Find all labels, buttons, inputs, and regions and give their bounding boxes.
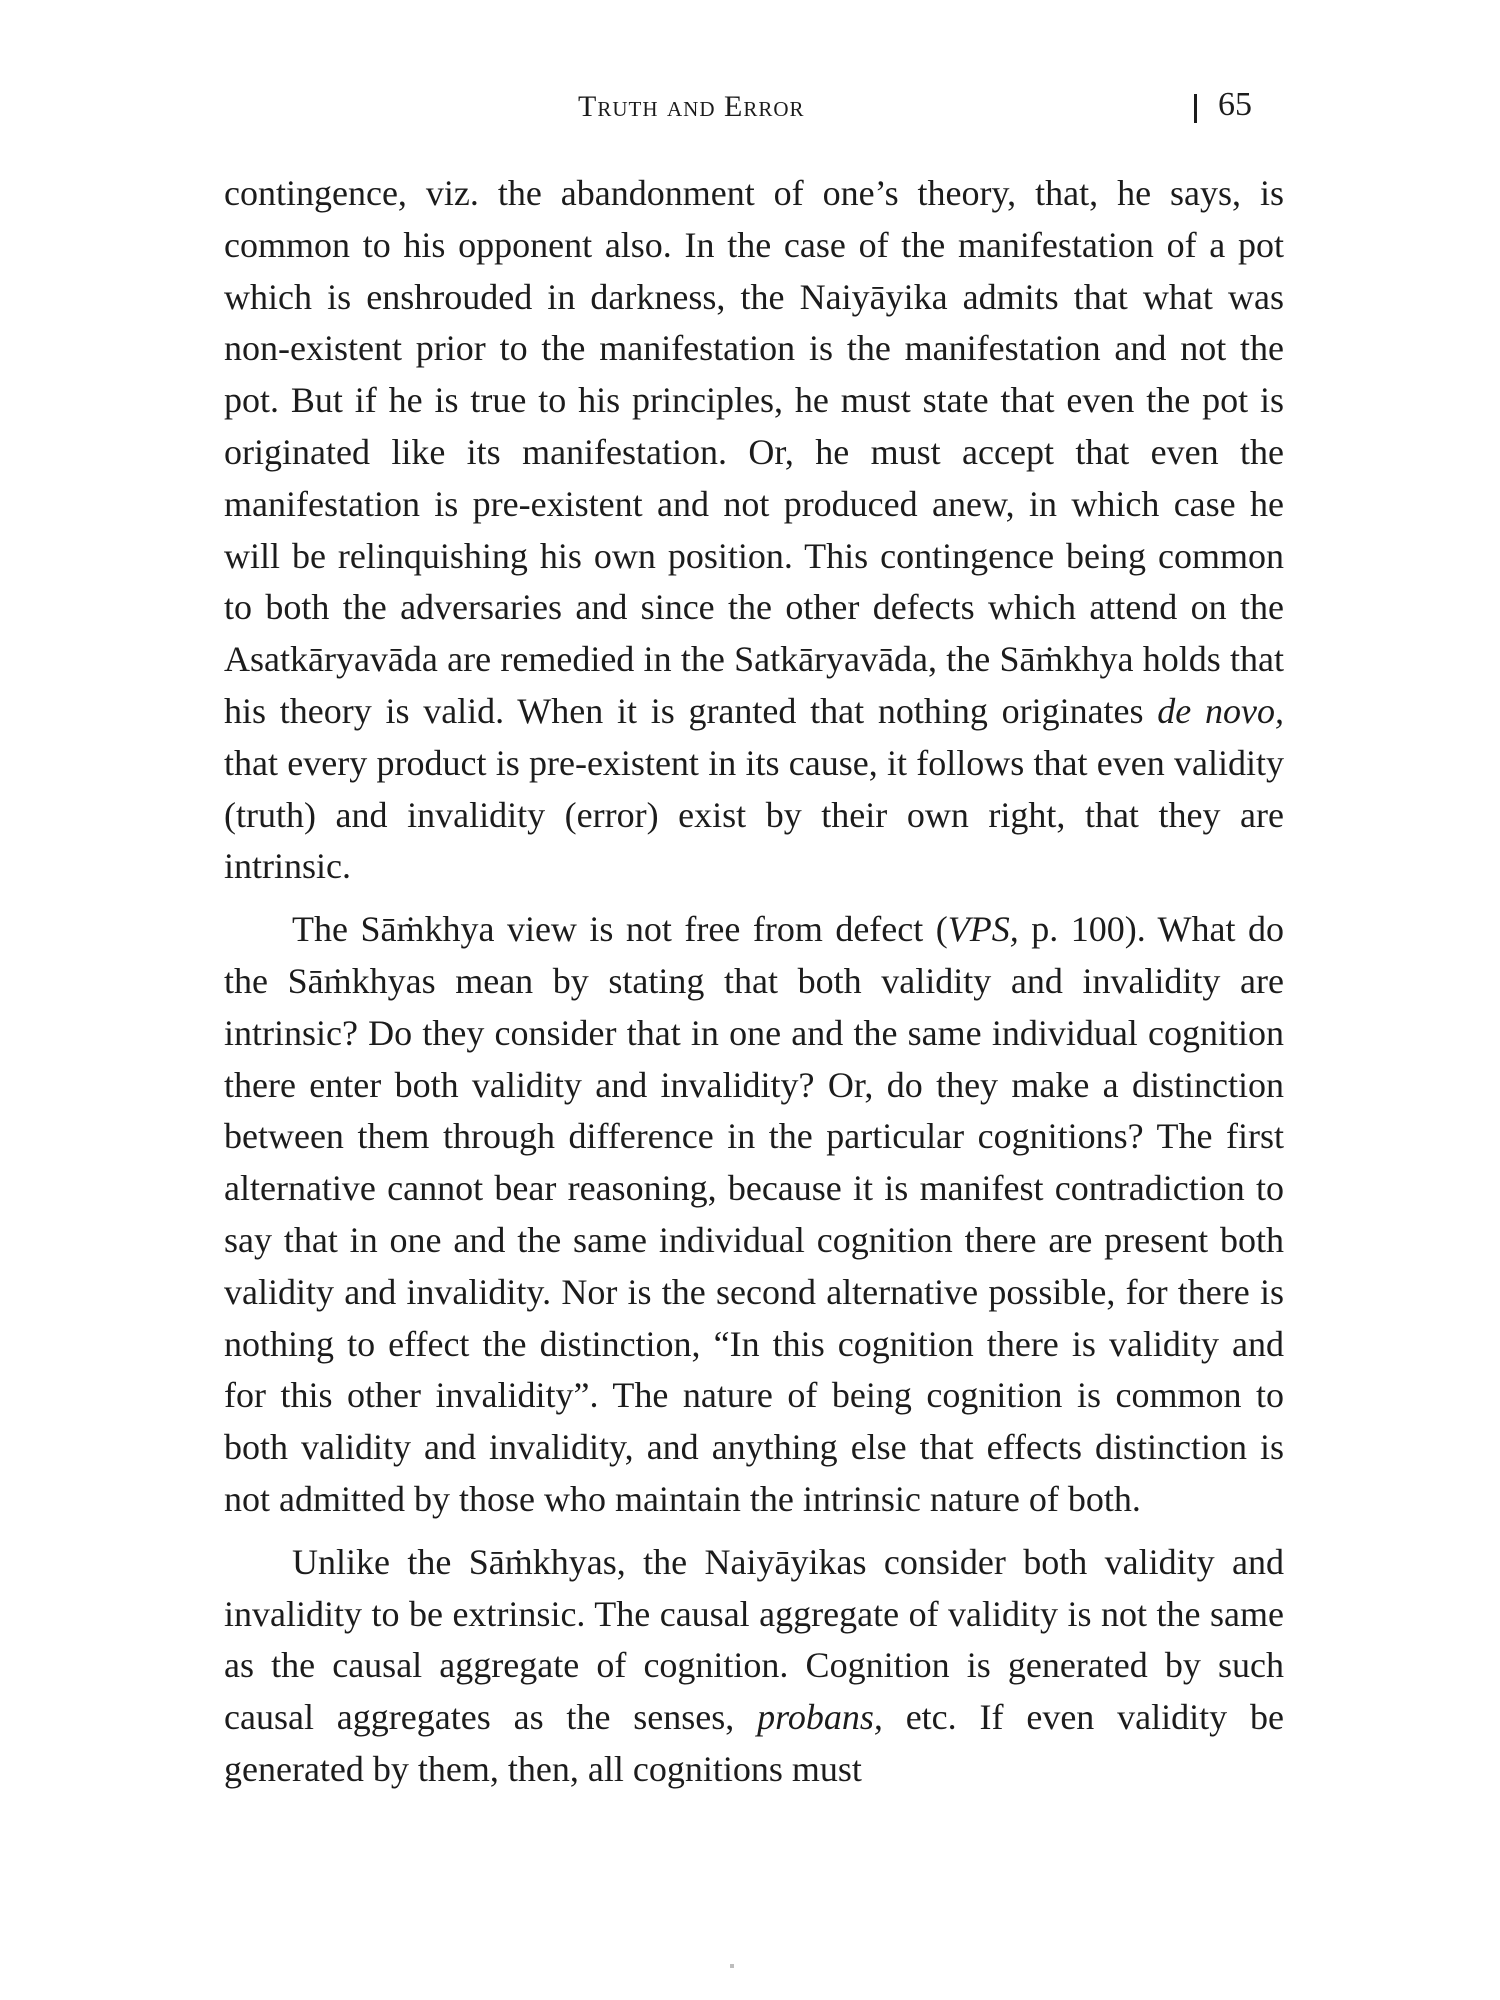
paragraph-3-text: Unlike the Sāṁkhyas, the Naiyāyikas consider both validity and invalidity to be extrinsic. The causal aggregate of validity is not the same as the causal aggregate of cognition. Cognition is generated by such causal aggregates as the senses, (224, 1541, 1284, 1738)
paragraph-3-text-cont: etc. If even validity be generated by them, then, all cognitions must (224, 1697, 1284, 1789)
print-speck (730, 1964, 734, 1968)
paragraph-2 (224, 904, 1284, 1526)
paragraph-2-text-cont: p. 100). What do the Sāṁkhyas mean by stating that both validity and invalidity are intrinsic? Do they consider that in one and the same individual cognition there enter both validity and invalidity? Or, do they make a distinction between them through difference in the particular cognitions? The first alternative cannot bear reasoning, because it is manifest contradiction to say that in one and the same individual cognition there are present both validity and invalidity. Nor is the second alternative possible, for there is nothing to effect the distinction, “In this cognition there is validity and for this other invalidity”. The nature of being cognition is common to both validity and invalidity, and anything else that effects distinction is not admitted by those who maintain the intrinsic nature of both. (224, 909, 1284, 1519)
running-title: Truth and Error (578, 90, 805, 123)
paragraph-2-italic: VPS, (947, 909, 1019, 950)
paragraph-1 (224, 168, 1284, 893)
paragraph-3 (224, 1537, 1284, 1796)
header-divider (1194, 94, 1197, 123)
paragraph-1-italic: de novo, (1157, 690, 1284, 731)
page-header (0, 86, 1500, 130)
body-text (224, 168, 1284, 1796)
paragraph-1-text-cont: that every product is pre-existent in its cause, it follows that even validity (truth) and invalidity (error) exist by their own right, that they are intrinsic. (224, 742, 1284, 887)
paragraph-3-italic: probans, (757, 1697, 883, 1738)
paragraph-2-text: The Sāṁkhya view is not free from defect ( (292, 909, 948, 950)
page-number: 65 (1218, 86, 1252, 123)
paragraph-1-text: contingence, viz. the abandonment of one’s theory, that, he says, is common to his opponent also. In the case of the manifestation of a pot which is enshrouded in darkness, the Naiyāyika admits that what was non-existent prior to the manifestation is the manifestation and not the pot. But if he is true to his principles, he must state that even the pot is originated like its manifestation. Or, he must accept that even the manifestation is pre-existent and not produced anew, in which case he will be relinquishing his own position. This contingence being common to both the adversaries and since the other defects which attend on the Asatkāryavāda are remedied in the Satkāryavāda, the Sāṁkhya holds that his theory is valid. When it is granted that nothing originates (224, 173, 1284, 731)
